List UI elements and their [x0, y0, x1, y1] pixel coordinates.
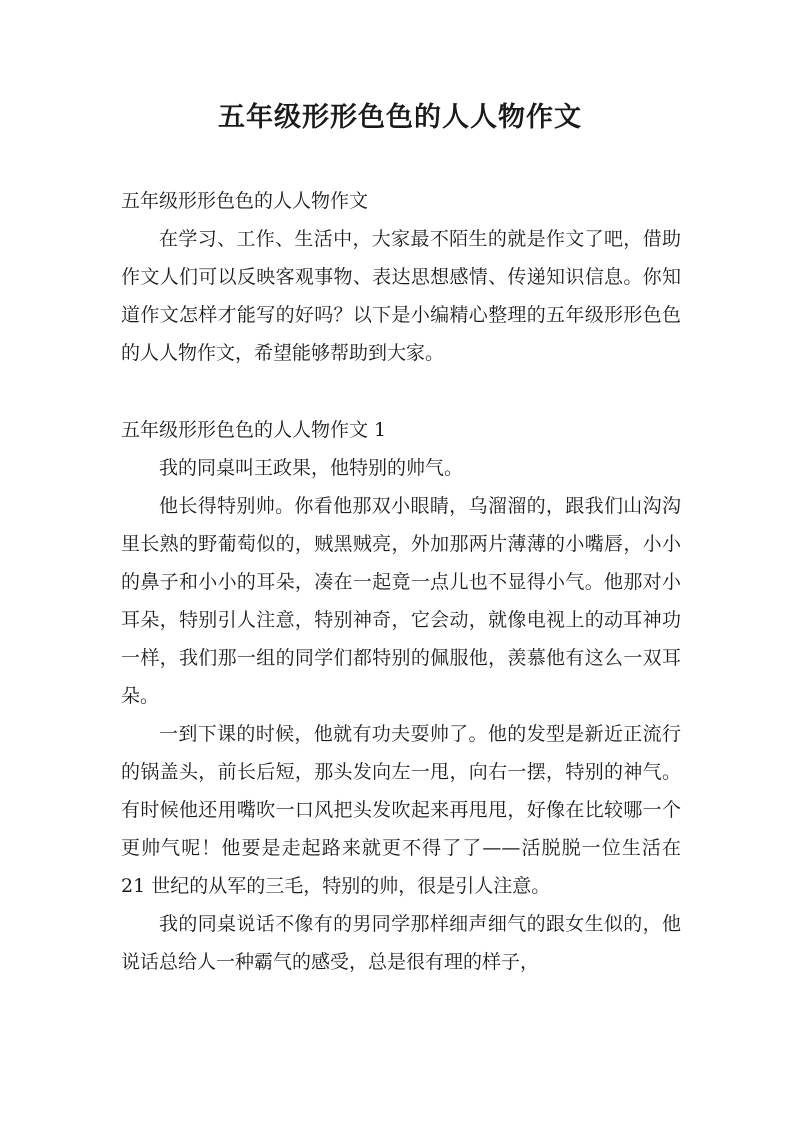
intro-heading: 五年级形形色色的人人物作文 — [121, 190, 369, 212]
intro-paragraph: 在学习、工作、生活中，大家最不陌生的就是作文了吧，借助作文人们可以反映客观事物、表达思想感情、传递知识信息。你知道作文怎样才能写的好吗？以下是小编精心整理的五年级形形色色的人人物作文，希望能够帮助到大家。 — [121, 228, 681, 364]
essay-paragraph: 他长得特别帅。你看他那双小眼睛，乌溜溜的，跟我们山沟沟里长熟的野葡萄似的，贼黑贼亮，外加那两片薄薄的小嘴唇，小小的鼻子和小小的耳朵，凑在一起竟一点儿也不显得小气。他那对小耳朵，特别引人注意，特别神奇，它会动，就像电视上的动耳神功一样，我们那一组的同学们都特别的佩服他，羡慕他有这么一双耳朵。 — [121, 495, 681, 707]
document-title: 五年级形形色色的人人物作文 — [218, 102, 582, 133]
essay-paragraph: 一到下课的时候，他就有功夫耍帅了。他的发型是新近正流行的锅盖头，前长后短，那头发向左一甩，向右一摆，特别的神气。有时候他还用嘴吹一口风把头发吹起来再甩甩，好像在比较哪一个更帅气呢！他要是走起路来就更不得了了——活脱脱一位生活在 21 世纪的从军的三毛，特别的帅，很是引人注意。 — [121, 723, 681, 897]
document-body — [121, 182, 681, 981]
essay-paragraph: 我的同桌叫王政果，他特别的帅气。 — [159, 457, 464, 479]
section-spacer — [121, 372, 681, 411]
essay-paragraph: 我的同桌说话不像有的男同学那样细声细气的跟女生似的，他说话总给人一种霸气的感受，总是很有理的样子， — [121, 913, 681, 973]
essay-heading: 五年级形形色色的人人物作文 1 — [121, 419, 387, 441]
